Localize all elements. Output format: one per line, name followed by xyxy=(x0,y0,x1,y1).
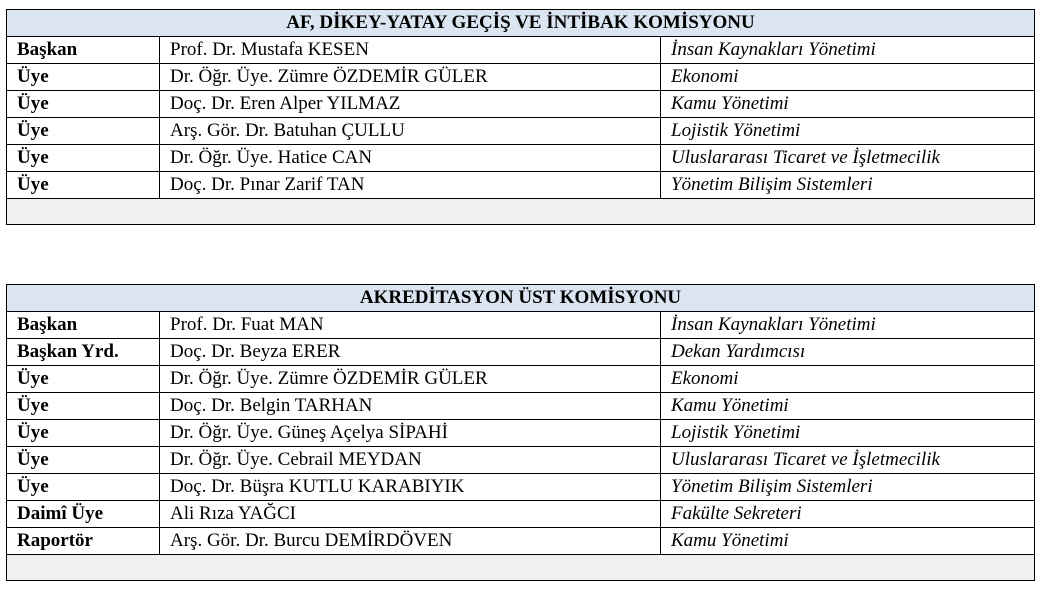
member-name: Prof. Dr. Mustafa KESEN xyxy=(160,37,661,64)
member-name: Doç. Dr. Büşra KUTLU KARABIYIK xyxy=(160,474,661,501)
table-row xyxy=(7,172,1035,199)
member-unit: İnsan Kaynakları Yönetimi xyxy=(661,312,1035,339)
empty-row xyxy=(7,555,1035,581)
committee-table-akreditasyon xyxy=(6,284,1035,581)
member-unit: Kamu Yönetimi xyxy=(661,528,1035,555)
committee-members xyxy=(7,312,1035,581)
committee-table-af-gecis xyxy=(6,9,1035,225)
member-unit: Yönetim Bilişim Sistemleri xyxy=(661,474,1035,501)
member-role: Üye xyxy=(7,64,160,91)
member-role: Üye xyxy=(7,447,160,474)
committee-title: AKREDİTASYON ÜST KOMİSYONU xyxy=(7,285,1035,312)
member-unit: Ekonomi xyxy=(661,64,1035,91)
table-row xyxy=(7,312,1035,339)
table-row xyxy=(7,393,1035,420)
member-name: Arş. Gör. Dr. Burcu DEMİRDÖVEN xyxy=(160,528,661,555)
empty-row xyxy=(7,199,1035,225)
member-name: Prof. Dr. Fuat MAN xyxy=(160,312,661,339)
member-unit: İnsan Kaynakları Yönetimi xyxy=(661,37,1035,64)
table-row xyxy=(7,118,1035,145)
member-name: Doç. Dr. Beyza ERER xyxy=(160,339,661,366)
member-unit: Uluslararası Ticaret ve İşletmecilik xyxy=(661,145,1035,172)
member-role: Üye xyxy=(7,393,160,420)
member-unit: Dekan Yardımcısı xyxy=(661,339,1035,366)
member-name: Doç. Dr. Belgin TARHAN xyxy=(160,393,661,420)
member-role: Üye xyxy=(7,145,160,172)
member-role: Üye xyxy=(7,91,160,118)
member-name: Dr. Öğr. Üye. Hatice CAN xyxy=(160,145,661,172)
committee-title: AF, DİKEY-YATAY GEÇİŞ VE İNTİBAK KOMİSYONU xyxy=(7,10,1035,37)
member-name: Dr. Öğr. Üye. Güneş Açelya SİPAHİ xyxy=(160,420,661,447)
member-role: Daimî Üye xyxy=(7,501,160,528)
member-unit: Kamu Yönetimi xyxy=(661,91,1035,118)
table-row xyxy=(7,366,1035,393)
member-unit: Uluslararası Ticaret ve İşletmecilik xyxy=(661,447,1035,474)
table-row xyxy=(7,420,1035,447)
member-role: Üye xyxy=(7,172,160,199)
member-role: Başkan Yrd. xyxy=(7,339,160,366)
member-name: Ali Rıza YAĞCI xyxy=(160,501,661,528)
table-row xyxy=(7,501,1035,528)
member-name: Dr. Öğr. Üye. Zümre ÖZDEMİR GÜLER xyxy=(160,366,661,393)
table-row xyxy=(7,339,1035,366)
member-unit: Lojistik Yönetimi xyxy=(661,118,1035,145)
member-unit: Kamu Yönetimi xyxy=(661,393,1035,420)
member-role: Üye xyxy=(7,474,160,501)
member-role: Raportör xyxy=(7,528,160,555)
table-row xyxy=(7,474,1035,501)
member-unit: Ekonomi xyxy=(661,366,1035,393)
member-role: Başkan xyxy=(7,312,160,339)
member-name: Dr. Öğr. Üye. Cebrail MEYDAN xyxy=(160,447,661,474)
member-unit: Yönetim Bilişim Sistemleri xyxy=(661,172,1035,199)
table-footer-spacer xyxy=(7,555,1035,581)
table-row xyxy=(7,145,1035,172)
table-footer-spacer xyxy=(7,199,1035,225)
member-name: Doç. Dr. Eren Alper YILMAZ xyxy=(160,91,661,118)
committee-members xyxy=(7,37,1035,225)
member-unit: Lojistik Yönetimi xyxy=(661,420,1035,447)
table-row xyxy=(7,91,1035,118)
member-role: Üye xyxy=(7,366,160,393)
table-row xyxy=(7,64,1035,91)
member-role: Üye xyxy=(7,118,160,145)
member-name: Dr. Öğr. Üye. Zümre ÖZDEMİR GÜLER xyxy=(160,64,661,91)
table-row xyxy=(7,528,1035,555)
member-name: Arş. Gör. Dr. Batuhan ÇULLU xyxy=(160,118,661,145)
table-row xyxy=(7,447,1035,474)
member-role: Üye xyxy=(7,420,160,447)
member-unit: Fakülte Sekreteri xyxy=(661,501,1035,528)
table-row xyxy=(7,37,1035,64)
member-role: Başkan xyxy=(7,37,160,64)
member-name: Doç. Dr. Pınar Zarif TAN xyxy=(160,172,661,199)
